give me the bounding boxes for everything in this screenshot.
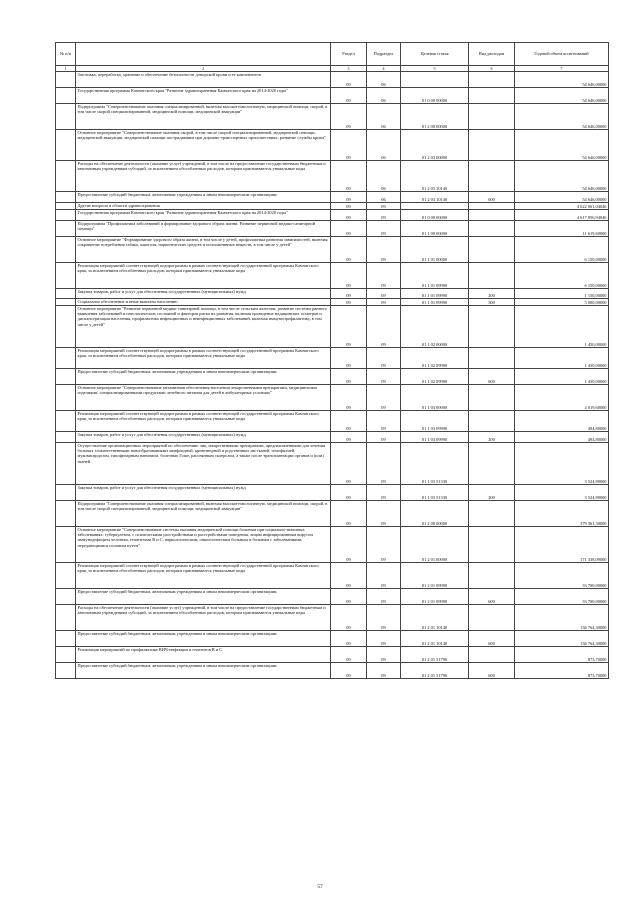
row-amount: 873,70000 (515, 647, 609, 663)
row-subsection: 06 (367, 104, 401, 130)
index-cell: 7 (515, 66, 609, 72)
row-expense-type (469, 306, 515, 348)
row-description: Основное мероприятие "Развитие первичной медико-санитарной помощи, в том числе сельским жителям, развитие системы раннего выявления заболеваний и патологических состояний и факторов риска их развития, включая проведение медицинских осмотров и диспансеризации населения, профилактика инфекционных и неинфекционных заболеваний, включая иммунопрофилактику, в том числе у детей" (76, 306, 331, 348)
index-cell: 6 (469, 66, 515, 72)
row-section: 09 (331, 210, 367, 221)
table-row (56, 104, 609, 130)
row-target-article: 01 2 01 10140 (401, 605, 469, 631)
row-amount: 136 764,30000 (515, 605, 609, 631)
row-subsection: 06 (367, 192, 401, 203)
row-target-article: 01 2 01 10140 (401, 631, 469, 647)
row-subsection: 09 (367, 221, 401, 237)
row-expense-type (469, 348, 515, 369)
row-amount: 873,70000 (515, 663, 609, 679)
row-amount: 494,80000 (515, 411, 609, 432)
row-expense-type (469, 385, 515, 411)
row-description: Реализация мероприятий соответствующей подпрограммы в рамках соответствующей государственной программы Камчатского края, за исключением обособленных расходов, которым присваиваются уникальные коды (76, 411, 331, 432)
row-expense-type: 600 (469, 369, 515, 385)
table-row (56, 663, 609, 679)
row-subsection: 06 (367, 161, 401, 192)
row-section: 09 (331, 192, 367, 203)
row-target-article: 01 2 03 10140 (401, 192, 469, 203)
row-section: 09 (331, 104, 367, 130)
row-amount: 1 450,00000 (515, 348, 609, 369)
row-description: Расходы на обеспечение деятельности (оказание услуг) учреждений, в том числе на предоставление государственным бюджетным и автономным учреждениям субсидий, за исключением обособленных расходов, которым присваиваются уникальные коды (76, 161, 331, 192)
row-amount: 6 150,00000 (515, 263, 609, 289)
row-expense-type (469, 605, 515, 631)
row-description: Закупка товаров, работ и услуг для обеспечения государственных (муниципальных) нужд (76, 289, 331, 299)
row-number (56, 203, 76, 210)
row-expense-type (469, 647, 515, 663)
row-section: 09 (331, 411, 367, 432)
row-description: Предоставление субсидий бюджетным, автономным учреждениям и иным некоммерческим организациям (76, 369, 331, 385)
row-amount: 1 150,00000 (515, 289, 609, 299)
row-section: 09 (331, 289, 367, 299)
row-number (56, 210, 76, 221)
table-row (56, 203, 609, 210)
row-amount: 494,80000 (515, 432, 609, 443)
row-target-article: 01 2 01 09990 (401, 563, 469, 589)
row-section: 09 (331, 663, 367, 679)
row-expense-type (469, 443, 515, 485)
header-subsection: Подраздел (367, 43, 401, 66)
table-row (56, 289, 609, 299)
row-description: Другие вопросы в области здравоохранения (76, 203, 331, 210)
table-row (56, 527, 609, 563)
row-amount: 1 450,00000 (515, 306, 609, 348)
row-target-article: 01 0 00 00000 (401, 210, 469, 221)
row-amount: 54 646,00000 (515, 88, 609, 104)
row-section: 09 (331, 443, 367, 485)
row-number (56, 192, 76, 203)
row-target-article: 01 1 03 09990 (401, 411, 469, 432)
row-description: Реализация мероприятий соответствующей подпрограммы в рамках соответствующей государственной программы Камчатского края, за исключением обособленных расходов, которым присваиваются уникальные коды (76, 348, 331, 369)
row-subsection: 09 (367, 647, 401, 663)
row-number (56, 589, 76, 605)
row-subsection: 09 (367, 563, 401, 589)
row-target-article: 01 1 03 51330 (401, 443, 469, 485)
row-target-article: 01 1 02 00000 (401, 306, 469, 348)
table-row (56, 161, 609, 192)
row-amount: 6 150,00000 (515, 237, 609, 263)
row-number (56, 348, 76, 369)
row-target-article: 01 1 02 09990 (401, 369, 469, 385)
row-description: Реализация мероприятий соответствующей подпрограммы в рамках соответствующей государственной программы Камчатского края, за исключением обособленных расходов, которым присваиваются уникальные коды (76, 263, 331, 289)
row-amount: 54 646,00000 (515, 192, 609, 203)
table-row (56, 192, 609, 203)
row-amount: 136 764,30000 (515, 631, 609, 647)
table-row (56, 88, 609, 104)
row-number (56, 485, 76, 501)
row-number (56, 104, 76, 130)
table-row (56, 501, 609, 527)
row-target-article: 01 2 01 00000 (401, 527, 469, 563)
row-number (56, 161, 76, 192)
row-subsection: 06 (367, 88, 401, 104)
row-amount: 54 646,00000 (515, 161, 609, 192)
row-section: 09 (331, 527, 367, 563)
row-expense-type (469, 527, 515, 563)
row-number (56, 221, 76, 237)
row-description: Основное мероприятие "Совершенствование механизмов обеспечения населения лекарственными препаратами, медицинскими изделиями, специализированными продуктами лечебного питания для детей в амбулаторных условиях" (76, 385, 331, 411)
table-row (56, 432, 609, 443)
row-section: 09 (331, 605, 367, 631)
row-section: 09 (331, 563, 367, 589)
row-target-article (401, 203, 469, 210)
row-expense-type: 200 (469, 289, 515, 299)
budget-table (55, 42, 609, 679)
row-description: Подпрограмма "Совершенствование оказания специализированной, включая высокотехнологичную, медицинской помощи, скорой, в том числе скорой специализированной, медицинской помощи, медицинской эвакуации" (76, 104, 331, 130)
row-amount: 171 338,09000 (515, 527, 609, 563)
row-description: Расходы на обеспечение деятельности (оказание услуг) учреждений, в том числе на предоставление государственным бюджетным и автономным учреждениям субсидий, за исключением обособленных расходов, которым присваиваются уникальные коды (76, 605, 331, 631)
table-row (56, 369, 609, 385)
row-expense-type: 600 (469, 663, 515, 679)
row-section: 09 (331, 130, 367, 161)
row-amount: 3 524,80000 (515, 485, 609, 501)
row-number (56, 237, 76, 263)
row-target-article (401, 72, 469, 88)
row-expense-type: 200 (469, 432, 515, 443)
row-target-article: 01 2 01 51790 (401, 663, 469, 679)
row-subsection: 09 (367, 631, 401, 647)
row-target-article: 01 2 01 09990 (401, 589, 469, 605)
row-expense-type (469, 130, 515, 161)
table-row (56, 348, 609, 369)
row-amount: 3 524,80000 (515, 443, 609, 485)
row-description: Предоставление субсидий бюджетным, автономным учреждениям и иным некоммерческим организациям (76, 589, 331, 605)
table-row (56, 210, 609, 221)
row-description: Социальное обеспечение и иные выплаты населению (76, 299, 331, 306)
row-expense-type (469, 563, 515, 589)
table-row (56, 237, 609, 263)
row-target-article: 01 1 02 09990 (401, 348, 469, 369)
row-section: 09 (331, 221, 367, 237)
row-amount: 54 646,00000 (515, 130, 609, 161)
row-section: 09 (331, 647, 367, 663)
row-description: Основное мероприятие "Совершенствование оказания скорой, в том числе скорой специализированной, медицинской помощи, медицинской эвакуации, медицинской помощи пострадавшим при дорожно-транспортных происшествиях, развитие службы крови" (76, 130, 331, 161)
row-description: Подпрограмма "Профилактика заболеваний и формирование здорового образа жизни. Развитие первичной медико-санитарной помощи" (76, 221, 331, 237)
row-amount: 54 646,00000 (515, 104, 609, 130)
row-amount: 11 619,60000 (515, 221, 609, 237)
row-subsection: 09 (367, 432, 401, 443)
row-section: 09 (331, 432, 367, 443)
row-section: 09 (331, 501, 367, 527)
row-subsection: 09 (367, 443, 401, 485)
row-description: Осуществление организационных мероприятий по обеспечению лиц лекарственными препаратами, предназначенными для лечения больных злокачественными новообразованиями лимфоидной, кроветворной и родственных им тканей, гемофилией, муковисцидозом, гипофизарным нанизмом, болезнью Гоше, рассеянным склерозом, а также после трансплантации органов и (или) тканей (76, 443, 331, 485)
row-subsection: 09 (367, 306, 401, 348)
row-description: Заготовка, переработка, хранение и обеспечение безопасности донорской крови и ее компонентов (76, 72, 331, 88)
row-section: 09 (331, 631, 367, 647)
row-target-article: 01 1 01 09990 (401, 299, 469, 306)
row-description: Реализация мероприятий соответствующей подпрограммы в рамках соответствующей государственной программы Камчатского края, за исключением обособленных расходов, которым присваиваются уникальные коды (76, 563, 331, 589)
row-target-article: 01 1 01 00000 (401, 237, 469, 263)
row-expense-type: 300 (469, 299, 515, 306)
index-cell: 2 (76, 66, 331, 72)
row-subsection: 09 (367, 210, 401, 221)
row-section: 09 (331, 369, 367, 385)
row-number (56, 501, 76, 527)
table-row (56, 563, 609, 589)
row-expense-type (469, 221, 515, 237)
row-section: 09 (331, 263, 367, 289)
row-subsection: 09 (367, 589, 401, 605)
row-expense-type (469, 263, 515, 289)
row-target-article: 01 1 03 51330 (401, 485, 469, 501)
row-number (56, 385, 76, 411)
index-cell: 5 (401, 66, 469, 72)
row-expense-type (469, 88, 515, 104)
row-description: Государственная программа Камчатского края "Развитие здравоохранения Камчатского края на 2014-2020 годы" (76, 88, 331, 104)
row-description: Предоставление субсидий бюджетным, автономным учреждениям и иным некоммерческим организациям (76, 192, 331, 203)
row-target-article: 01 1 01 09990 (401, 289, 469, 299)
row-description: Закупка товаров, работ и услуг для обеспечения государственных (муниципальных) нужд (76, 432, 331, 443)
row-subsection: 09 (367, 485, 401, 501)
row-target-article: 01 2 03 00000 (401, 130, 469, 161)
row-number (56, 88, 76, 104)
row-subsection: 09 (367, 263, 401, 289)
row-target-article: 01 1 03 09990 (401, 432, 469, 443)
row-section: 09 (331, 299, 367, 306)
row-expense-type: 600 (469, 192, 515, 203)
row-target-article: 01 1 03 00000 (401, 385, 469, 411)
row-number (56, 432, 76, 443)
row-target-article: 01 1 01 09990 (401, 263, 469, 289)
row-description: Основное мероприятие "Формирование здорового образа жизни, в том числе у детей, профилактика развития зависимостей, включая сокращение потребления табака, алкоголя, наркотических средств и психоактивных веществ, в том числе у детей" (76, 237, 331, 263)
row-number (56, 72, 76, 88)
row-expense-type (469, 501, 515, 527)
row-number (56, 263, 76, 289)
table-row (56, 263, 609, 289)
table-row (56, 631, 609, 647)
row-subsection: 09 (367, 203, 401, 210)
row-expense-type (469, 72, 515, 88)
row-target-article: 01 2 00 00000 (401, 104, 469, 130)
row-description: Реализация мероприятий по профилактике ВИЧ-инфекции и гепатитов В и С (76, 647, 331, 663)
row-section: 09 (331, 306, 367, 348)
row-section: 09 (331, 589, 367, 605)
row-number (56, 289, 76, 299)
index-cell: 4 (367, 66, 401, 72)
header-num: № п/п (56, 43, 76, 66)
row-subsection: 06 (367, 72, 401, 88)
row-expense-type (469, 203, 515, 210)
row-number (56, 369, 76, 385)
table-row (56, 589, 609, 605)
row-subsection: 09 (367, 527, 401, 563)
table-row (56, 72, 609, 88)
row-subsection: 09 (367, 385, 401, 411)
row-expense-type (469, 237, 515, 263)
row-section: 09 (331, 203, 367, 210)
row-section: 09 (331, 348, 367, 369)
row-target-article: 01 2 03 10140 (401, 161, 469, 192)
row-amount: 33 700,00000 (515, 589, 609, 605)
table-row (56, 411, 609, 432)
row-expense-type (469, 104, 515, 130)
row-number (56, 663, 76, 679)
row-amount: 5 000,00000 (515, 299, 609, 306)
table-row (56, 443, 609, 485)
row-expense-type (469, 161, 515, 192)
row-number (56, 631, 76, 647)
row-subsection: 09 (367, 348, 401, 369)
row-expense-type: 600 (469, 589, 515, 605)
row-amount: 4 622 061,04046 (515, 203, 609, 210)
row-section: 09 (331, 161, 367, 192)
table-row (56, 221, 609, 237)
row-number (56, 306, 76, 348)
row-target-article: 01 2 00 00000 (401, 501, 469, 527)
row-subsection: 09 (367, 501, 401, 527)
row-description: Закупка товаров, работ и услуг для обеспечения государственных (муниципальных) нужд (76, 485, 331, 501)
row-number (56, 411, 76, 432)
table-row (56, 647, 609, 663)
row-number (56, 563, 76, 589)
row-expense-type (469, 210, 515, 221)
row-subsection: 09 (367, 605, 401, 631)
page-number: 57 (317, 884, 323, 890)
row-subsection: 09 (367, 289, 401, 299)
row-subsection: 09 (367, 369, 401, 385)
row-description: Государственная программа Камчатского края "Развитие здравоохранения Камчатского края на 2014-2020 годы" (76, 210, 331, 221)
row-amount: 4 019,60000 (515, 385, 609, 411)
row-number (56, 299, 76, 306)
row-description: Подпрограмма "Совершенствование оказания специализированной, включая высокотехнологичную, медицинской помощи, скорой, в том числе скорой специализированной, медицинской помощи, медицинской эвакуации" (76, 501, 331, 527)
index-cell: 1 (56, 66, 76, 72)
header-section: Раздел (331, 43, 367, 66)
table-row (56, 306, 609, 348)
header-amount: Годовой объем ассигнований (515, 43, 609, 66)
table-row (56, 385, 609, 411)
row-section: 09 (331, 237, 367, 263)
table-row (56, 605, 609, 631)
row-description: Предоставление субсидий бюджетным, автономным учреждениям и иным некоммерческим организациям (76, 631, 331, 647)
row-expense-type: 600 (469, 631, 515, 647)
row-expense-type (469, 411, 515, 432)
row-subsection: 06 (367, 130, 401, 161)
row-description: Предоставление субсидий бюджетным, автономным учреждениям и иным некоммерческим организациям (76, 663, 331, 679)
header-name (76, 43, 331, 66)
row-section: 09 (331, 88, 367, 104)
row-subsection: 09 (367, 237, 401, 263)
row-target-article: 01 0 00 00000 (401, 88, 469, 104)
row-section: 09 (331, 72, 367, 88)
row-description: Основное мероприятие "Совершенствование системы оказания медицинской помощи больным при социально-значимых заболеваниях: туберкулезом, с психическими расстройствами и расстройствами поведения, лицам инфицированным вирусом иммунодефицита человека, гепатитами В и С, наркологическим, онкологическим больным и больным с заболеваниями, передающимися половым путем" (76, 527, 331, 563)
row-amount: 4 617 856,94046 (515, 210, 609, 221)
row-number (56, 647, 76, 663)
row-expense-type: 200 (469, 485, 515, 501)
row-amount: 1 450,00000 (515, 369, 609, 385)
row-amount: 54 646,00000 (515, 72, 609, 88)
index-cell: 3 (331, 66, 367, 72)
row-number (56, 605, 76, 631)
table-row (56, 485, 609, 501)
table-header-row (56, 43, 609, 66)
row-target-article: 01 2 01 51790 (401, 647, 469, 663)
header-target-article: Целевая статья (401, 43, 469, 66)
row-amount: 379 361,30000 (515, 501, 609, 527)
header-expense-type: Вид расходов (469, 43, 515, 66)
row-subsection: 09 (367, 663, 401, 679)
row-subsection: 09 (367, 411, 401, 432)
row-target-article: 01 1 00 00000 (401, 221, 469, 237)
row-section: 09 (331, 485, 367, 501)
row-subsection: 09 (367, 299, 401, 306)
row-number (56, 527, 76, 563)
row-section: 09 (331, 385, 367, 411)
row-amount: 33 700,00000 (515, 563, 609, 589)
table-row (56, 130, 609, 161)
table-row (56, 299, 609, 306)
row-number (56, 443, 76, 485)
row-number (56, 130, 76, 161)
